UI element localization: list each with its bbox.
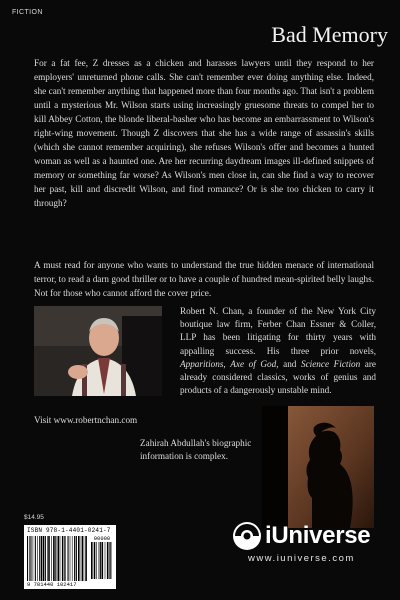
barcode-bar [96,542,97,579]
barcode-bar [27,536,28,581]
barcode-bar [47,536,48,581]
barcode-bar [94,542,96,579]
barcode-bar [70,536,71,581]
barcode-bar [51,536,52,581]
bio-separator: , [223,358,231,369]
barcode-bar [29,536,30,581]
barcode-bar [43,536,45,581]
author-bio-text: Robert N. Chan, a founder of the New York City boutique law firm, Ferber Chan Essner & Coller, LLP has been litigating for thirty years with appalling success. His three prior novels, [180,306,376,356]
barcode-bar [102,542,104,579]
barcode-bar [39,536,40,581]
barcode-bar [55,536,56,581]
barcode-bar [48,536,50,581]
barcode-bars [27,536,113,581]
bio-separator: , and [276,358,301,369]
book-title: Bad Memory [271,22,388,47]
barcode-bar [82,536,83,581]
barcode-bar [65,536,66,581]
barcode-bar [110,542,111,579]
barcode-bar [105,542,106,579]
barcode-bar [45,536,46,581]
novel-title-axe-of-god: Axe of God [230,358,277,369]
barcode-bar [74,536,75,581]
barcode-addon [91,536,113,579]
barcode-bar [78,536,80,581]
price-label: $14.95 [24,514,44,521]
barcode-bar [81,536,82,581]
novel-title-science-fiction: Science Fiction [301,358,361,369]
barcode-bar [62,536,63,581]
barcode-bar [64,536,65,581]
barcode-bar [53,536,55,581]
novel-title-apparitions: Apparitions [180,358,224,369]
barcode-bar [109,542,110,579]
barcode-bar [100,542,101,579]
barcode-digits: 9 781440 102417 [27,581,77,588]
barcode-bar [72,536,73,581]
author-photo [34,306,162,396]
synopsis-paragraph: For a fat fee, Z dresses as a chicken and harasses lawyers until they respond to her employers' unreturned phone calls. She can't remember ever doing anything else. Indeed, she can't remember anything that happened more than four months ago. That isn't a problem until a mysterious Mr. Wilson starts using increasingly gruesome threats to compel her to kill Abbey Cotton, the blonde liberal-basher who has become an embarrassment to Wilson's right-wing movement. Though Z discovers that she has a wide range of assassin's skills (which she cannot remember acquiring), she refuses Wilson's offer and becomes a hunted woman as well as a haunted one. Are her recurring daydream images ill-defined snippets of memory or something far worse? As Wilson's men close in, can she find a way to recover her past, kill and discredit Wilson, and find romance? Or is she too chicken to carry it through? [34,58,374,208]
barcode-bar [41,536,42,581]
barcode-bar [85,536,87,581]
author-website-line: Visit www.robertnchan.com [34,415,138,425]
genre-label: FICTION [12,9,43,16]
publisher-logo [232,519,392,553]
barcode-bar [84,536,85,581]
cover-artist-bio: Zahirah Abdullah's biographic information is complex. [140,438,252,462]
iuniverse-swirl-icon [232,521,262,551]
barcode-bar [37,536,38,581]
ean-barcode [27,536,87,581]
addon-barcode [91,542,113,579]
barcode-bar [30,536,31,581]
barcode-bar [76,536,77,581]
barcode-bar [107,542,109,579]
barcode-bar [33,536,34,581]
silhouette-photo [262,406,374,528]
isbn-number: ISBN 978-1-4401-0241-7 [27,527,111,534]
barcode-bar [35,536,36,581]
endorsement-paragraph: A must read for anyone who wants to understand the true hidden menace of international terror, to read a darn good thriller or to have a couple of hundred mean-spirited belly laughs. Not for those who cannot afford the cover price. [34,260,374,298]
barcode-bar [68,536,69,581]
barcode-addon-digits: 90000 [93,535,111,542]
publisher-website: www.iuniverse.com [248,553,355,564]
author-bio [180,305,376,397]
barcode-bar [58,536,60,581]
barcode-bar [60,536,61,581]
barcode-bar [99,542,100,579]
barcode-bar [91,542,93,579]
isbn-barcode [24,525,116,589]
author-bio-text: are already considered classics, works of genius and products of a dangerously unstable mind. [180,358,377,396]
publisher-name: iUniverse [265,522,371,549]
